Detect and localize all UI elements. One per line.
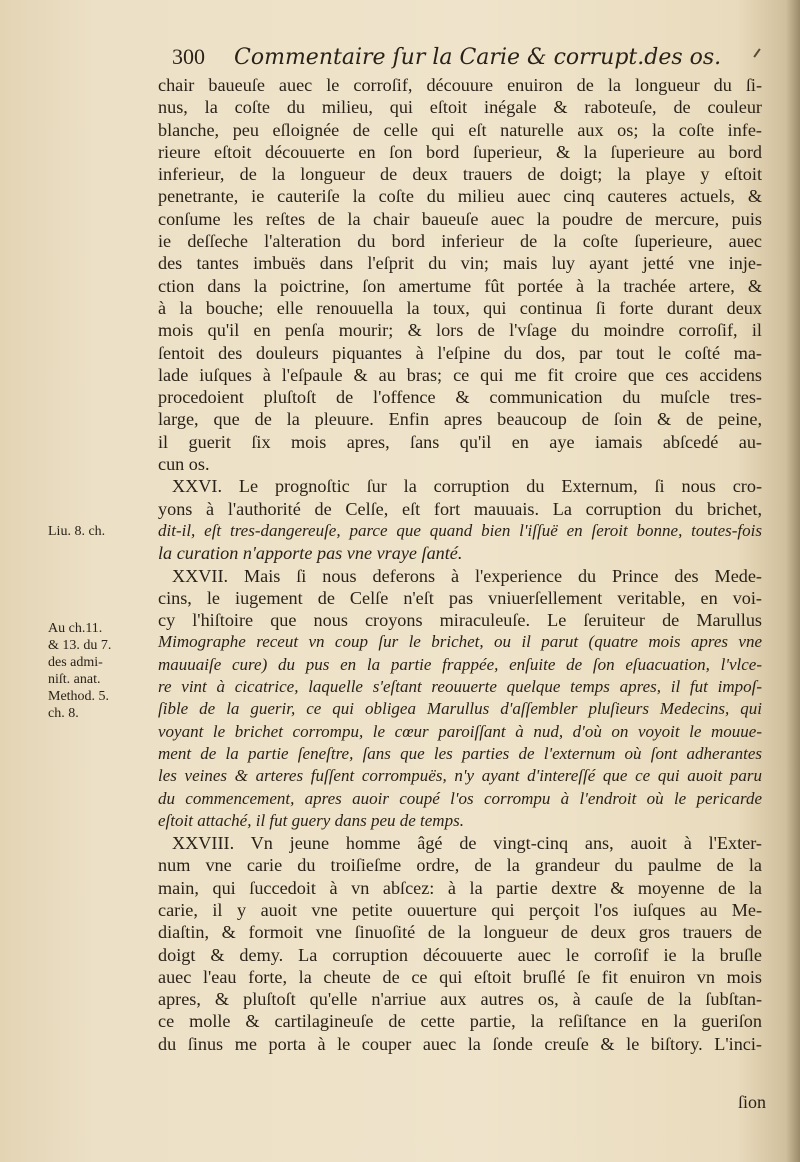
text-line: doigt & demy. La corruption découuerte auec le corroſif ie la bruſle bbox=[158, 944, 762, 965]
text-line: il guerit ſix mois apres, ſans qu'il en aye iamais abſcedé au- bbox=[158, 431, 762, 452]
italic-quote-line: du commencement, apres auoir coupé l'os corrompu à l'endroit où le pericarde bbox=[158, 788, 762, 808]
section-xxvii-line: XXVII. Mais ſi nous deferons à l'experience du Prince des Mede- bbox=[172, 565, 762, 586]
text-line: main, qui ſuccedoit à vn abſcez: à la partie dextre & moyenne de la bbox=[158, 877, 762, 898]
text-line: ction dans la poictrine, ſon amertume fût portée à la trachée artere, & bbox=[158, 275, 762, 296]
text-line: à la bouche; elle renouuella la toux, qui continua ſi forte durant deux bbox=[158, 297, 762, 318]
text-line: blanche, peu eſloignée de celle qui eſt naturelle aux os; la coſte infe- bbox=[158, 119, 762, 140]
section-xxviii-line: XXVIII. Vn jeune homme âgé de vingt-cinq ans, auoit à l'Exter- bbox=[172, 833, 762, 854]
text-line: conſume les reſtes de la chair baueuſe auec la poudre de mercure, puis bbox=[158, 208, 762, 229]
margin-note: ch. 8. bbox=[48, 706, 79, 721]
text-line: chair baueuſe auec le corroſif, découure enuiron de la longueur du ſi- bbox=[158, 75, 762, 95]
page-edge-shadow bbox=[786, 0, 800, 1162]
italic-quote-line: mauuaiſe cure) du pus en la partie frappée, enſuite de ſon eſuacuation, l'vlce- bbox=[158, 654, 762, 674]
text-line: inferieur, de la longueur de deux trauers de doigt; la playe y eſtoit bbox=[158, 164, 762, 185]
italic-quote-line: les veines & arteres fuſſent corrompuës, n'y ayant d'intereſſé que ce qui auoit paru bbox=[158, 766, 762, 786]
margin-note: niſt. anat. bbox=[48, 672, 101, 687]
catchword: ſion bbox=[737, 1092, 766, 1112]
margin-note: Au ch.11. bbox=[48, 621, 103, 636]
italic-quote-line: la curation n'apporte pas vne vraye ſanté. bbox=[158, 543, 463, 564]
text-line: rieure eſtoit découuerte en ſon bord ſuperieur, & la ſuperieure au bord bbox=[158, 141, 762, 162]
text-line: penetrante, ie cauteriſe la coſte du milieu auec cinq cauteres actuels, & bbox=[158, 186, 762, 207]
text-line: des tantes imbuës dans l'eſprit du vin; mais luy ayant jetté vne inje- bbox=[158, 253, 762, 274]
text-line: nus, la coſte du milieu, qui eſtoit inégale & raboteuſe, de couleur bbox=[158, 97, 762, 118]
text-line: cins, le iugement de Celſe n'eſt pas vniuerſellement veritable, en voi- bbox=[158, 587, 762, 608]
text-line: ie deſſeche l'alteration du bord inferieur de la coſte ſuperieure, auec bbox=[158, 231, 762, 252]
text-line: cun os. bbox=[158, 454, 210, 475]
text-line: ſentoit des douleurs piquantes à l'eſpine du dos, par tout le coſté ma- bbox=[158, 342, 762, 363]
running-header bbox=[172, 40, 732, 74]
text-line: du ſinus me porta à le couper auec la ſonde creuſe & le biſtory. L'inci- bbox=[158, 1033, 762, 1054]
margin-note: Method. 5. bbox=[48, 689, 110, 704]
body-text bbox=[158, 74, 762, 1055]
text-line: procedoient pluſtoſt de l'offence & communication du muſcle tres- bbox=[158, 387, 762, 408]
text-line: diaſtin, & formoit vne ſinuoſité de la longueur de deux gros trauers de bbox=[158, 922, 762, 943]
text-line: carie, il y auoit vne petite ouuerture qui perçoit l'os iuſques au Me- bbox=[158, 899, 762, 920]
text-line: num vne carie du troiſieſme ordre, de la grandeur du paulme de la bbox=[158, 855, 762, 876]
margin-note: & 13. du 7. bbox=[48, 638, 112, 653]
margin-note: Liu. 8. ch. bbox=[48, 524, 106, 539]
italic-quote-line: voyant le brichet corrompu, le cœur paroiſſant à nud, d'où on voyoit le mouue- bbox=[158, 721, 762, 741]
text-line: auec l'eau forte, la cheute de ce qui eſtoit bruſlé ſe fit enuiron vn mois bbox=[158, 966, 762, 987]
text-line: yons à l'authorité de Celſe, eſt fort mauuais. La corruption du brichet, bbox=[158, 498, 762, 519]
italic-quote-line: dit-il, eſt tres-dangereuſe, parce que quand bien l'iſſuë en ſeroit bonne, toutes-fois bbox=[158, 520, 762, 540]
text-line: ce molle & cartilagineuſe de cette partie, la reſiſtance en la gueriſon bbox=[158, 1011, 762, 1032]
italic-quote-line: ment de la partie ſeneſtre, ſans que les parties de l'externum où ſont adherantes bbox=[158, 743, 762, 763]
page-number: 300 bbox=[172, 44, 205, 69]
text-line: lade iuſques à l'eſpaule & au bras; ce qui me fit croire que ces accidens bbox=[158, 364, 762, 385]
section-xxvi-line: XXVI. Le prognoſtic ſur la corruption du Externum, ſi nous cro- bbox=[172, 476, 762, 497]
text-line: cy l'hiſtoire que nous croyons miraculeuſe. Le ſeruiteur de Marullus bbox=[158, 610, 762, 631]
italic-quote-line: Mimographe receut vn coup ſur le brichet, ou il parut (quatre mois apres vne bbox=[158, 632, 762, 652]
text-line: mois qu'il en penſa mourir; & lors de l'vſage du moindre corroſif, il bbox=[158, 320, 762, 341]
italic-quote-line: eſtoit attaché, il fut guery dans peu de temps. bbox=[158, 810, 464, 830]
italic-quote-line: re vint à cicatrice, laquelle s'eſtant reouuerte quelque temps apres, il fut impoſ- bbox=[158, 677, 762, 697]
margin-note: des admi- bbox=[48, 655, 103, 670]
running-title: Commentaire ſur la Carie & corrupt.des os. bbox=[234, 45, 722, 70]
text-line: apres, & pluſtoſt qu'elle n'arriue aux autres os, à cauſe de la ſubſtan- bbox=[158, 989, 762, 1010]
text-line: large, que de la pleuure. Enfin apres beaucoup de ſoin & de peine, bbox=[158, 409, 762, 430]
italic-quote-line: ſible de la guerir, ce qui obligea Marullus d'aſſembler pluſieurs Medecins, qui bbox=[158, 699, 762, 719]
